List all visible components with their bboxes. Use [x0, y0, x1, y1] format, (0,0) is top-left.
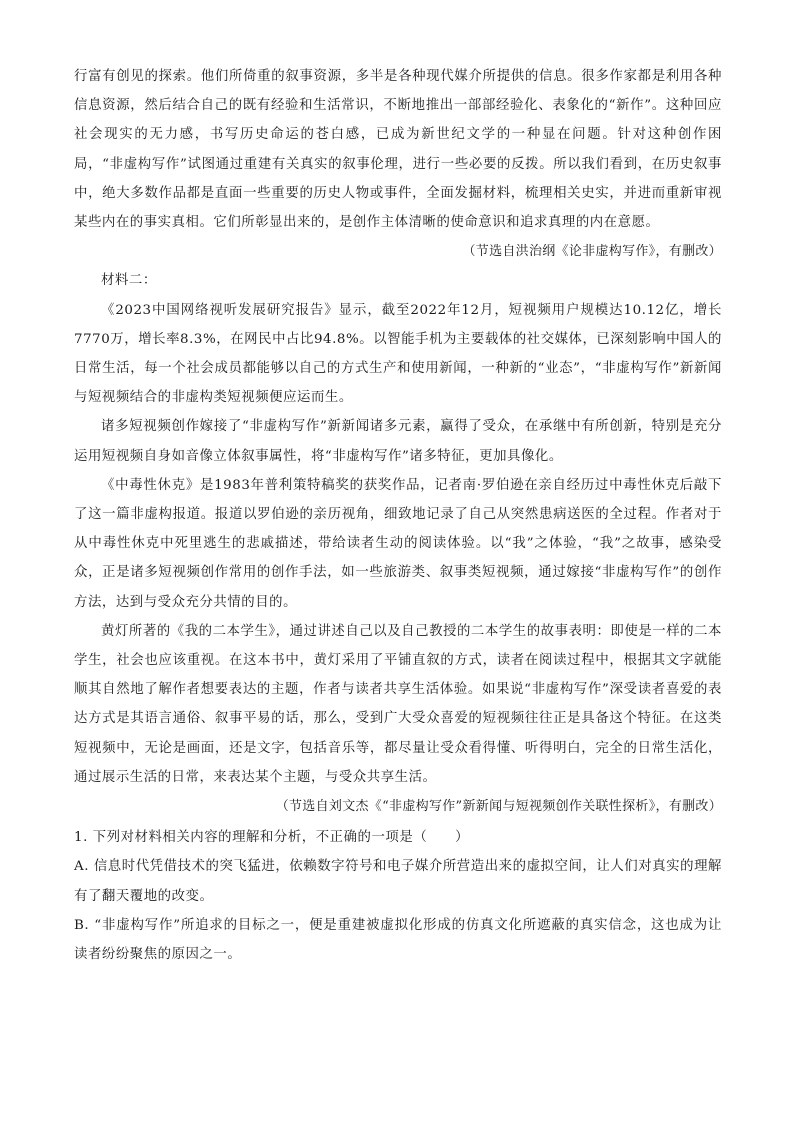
material2-paragraph-4: 黄灯所著的《我的二本学生》，通过讲述自己以及自己教授的二本学生的故事表明：即使是一样的二本学生，社会也应该重视。在这本书中，黄灯采用了平铺直叙的方式，读者在阅读过程中，根据其文字就能顺其自然地了解作者想要表达的主题，作者与读者共享生活体验。如果说“非虚构写作”深受读者喜爱的表达方式是其语言通俗、叙事平易的话，那么，受到广大受众喜爱的短视频往往正是具备这个特征。在这类短视频中，无论是画面，还是文字，包括音乐等，都尽量让受众看得懂、听得明白，完全的日常生活化，通过展示生活的日常，来表达某个主题，与受众共享生活。 [74, 623, 722, 785]
question-stem: 1. 下列对材料相关内容的理解和分析，不正确的一项是（ ） [74, 830, 470, 846]
material2-source: （节选自刘文杰《“非虚构写作”新新闻与短视频创作关联性探析》，有删改） [275, 799, 722, 815]
document-page [74, 62, 722, 969]
material2-paragraph-2: 诸多短视频创作嫁接了“非虚构写作”新新闻诸多元素，赢得了受众，在承继中有所创新，特别是充分运用短视频自身如音像立体叙事属性，将“非虚构写作”诸多特征，更加具像化。 [74, 419, 722, 464]
question-option-b: B. “非虚构写作”所追求的目标之一，便是重建被虚拟化形成的仿真文化所遮蔽的真实信念，这也成为让读者纷纷聚焦的原因之一。 [74, 917, 722, 963]
material2-heading: 材料二： [101, 273, 157, 289]
material2-paragraph-3: 《中毒性休克》是1983年普利策特稿奖的获奖作品，记者南·罗伯逊在亲自经历过中毒性休克后敲下了这一篇非虚构报道。报道以罗伯逊的亲历视角，细致地记录了自己从突然患病送医的全过程。作者对于从中毒性休克中死里逃生的悲戚描述，带给读者生动的阅读体验。以“我”之体验，“我”之故事，感染受众，正是诸多短视频创作常用的创作手法，如一些旅游类、叙事类短视频，通过嫁接“非虚构写作”的创作方法，达到与受众充分共情的目的。 [74, 477, 722, 610]
material1-source: （节选自洪治纲《论非虚构写作》，有删改） [462, 244, 722, 260]
material2-paragraph-1: 《2023中国网络视听发展研究报告》显示，截至2022年12月，短视频用户规模达10.12亿，增长7770万，增长率8.3%，在网民中占比94.8%。以智能手机为主要载体的社交媒体，已深刻影响中国人的日常生活，每一个社会成员都能够以自己的方式生产和使用新闻，一种新的“业态”，“非虚构写作”新新闻与短视频结合的非虚构类短视频便应运而生。 [74, 302, 722, 406]
material1-paragraph: 行富有创见的探索。他们所倚重的叙事资源，多半是各种现代媒介所提供的信息。很多作家都是利用各种信息资源，然后结合自己的既有经验和生活常识，不断地推出一部部经验化、表象化的“新作”。这种回应社会现实的无力感，书写历史命运的苍白感，已成为新世纪文学的一种显在问题。针对这种创作困局，“非虚构写作”试图通过重建有关真实的叙事伦理，进行一些必要的反拨。所以我们看到，在历史叙事中，绝大多数作品都是直面一些重要的历史人物或事件，全面发掘材料，梳理相关史实，并进而重新审视某些内在的事实真相。它们所彰显出来的，是创作主体清晰的使命意识和追求真理的内在意愿。 [74, 69, 722, 231]
question-option-a: A. 信息时代凭借技术的突飞猛进，依赖数字符号和电子媒介所营造出来的虚拟空间，让人们对真实的理解有了翻天覆地的改变。 [74, 859, 722, 904]
